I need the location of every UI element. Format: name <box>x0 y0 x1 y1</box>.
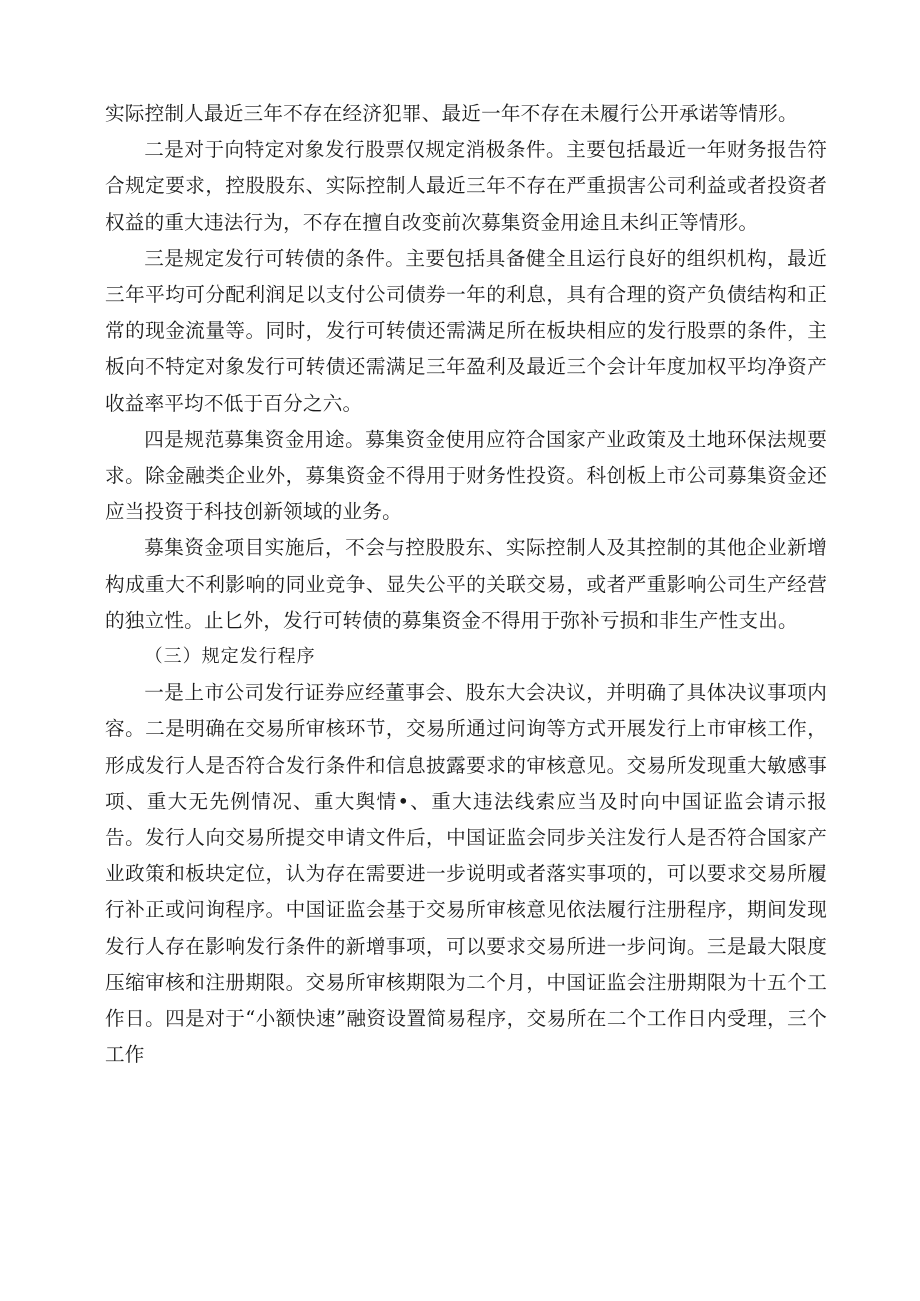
paragraph-continuation: 实际控制人最近三年不存在经济犯罪、最近一年不存在未履行公开承诺等情形。 <box>105 102 798 125</box>
paragraph-private-placement: 二是对于向特定对象发行股票仅规定消极条件。主要包括最近一年财务报告符合规定要求，控股股东、实际控制人最近三年不存在严重损害公司利益或者投资者权益的重大违法行为，不存在擅自改变前次募集资金用途且未纠正等情形。 <box>105 138 827 234</box>
section-heading-issuance-procedure: （三）规定发行程序 <box>144 646 316 668</box>
document-body <box>105 96 827 1073</box>
paragraph-fund-projects: 募集资金项目实施后，不会与控股股东、实际控制人及其控制的其他企业新增构成重大不利影响的同业竞争、显失公平的关联交易，或者严重影响公司生产经营的独立性。止匕外，发行可转债的募集资金不得用于弥补亏损和非生产性支出。 <box>105 536 827 632</box>
paragraph-fund-usage: 四是规范募集资金用途。募集资金使用应符合国家产业政策及土地环保法规要求。除金融类企业外，募集资金不得用于财务性投资。科创板上市公司募集资金还应当投资于科技创新领域的业务。 <box>105 427 827 524</box>
paragraph-issuance-procedure: 一是上市公司发行证券应经董事会、股东大会决议，并明确了具体决议事项内容。二是明确在交易所审核环节，交易所通过问询等方式开展发行上市审核工作，形成发行人是否符合发行条件和信息披露要求的审核意见。交易所发现重大敏感事项、重大无先例情况、重大舆情•、重大违法线索应当及时向中国证监会请示报告。发行人向交易所提交申请文件后，中国证监会同步关注发行人是否符合国家产业政策和板块定位，认为存在需要进一步说明或者落实事项的，可以要求交易所履行补正或问询程序。中国证监会基于交易所审核意见依法履行注册程序，期间发现发行人存在影响发行条件的新增事项，可以要求交易所进一步问询。三是最大限度压缩审核和注册期限。交易所审核期限为二个月，中国证监会注册期限为十五个工作日。四是对于“小额快速”融资设置简易程序，交易所在二个工作日内受理，三个工作 <box>105 681 827 1067</box>
paragraph-convertible-bonds: 三是规定发行可转债的条件。主要包括具备健全且运行良好的组织机构，最近三年平均可分配利润足以支付公司债券一年的利息，具有合理的资产负债结构和正常的现金流量等。同时，发行可转债还需满足所在板块相应的发行股票的条件，主板向不特定对象发行可转债还需满足三年盈利及最近三个会计年度加权平均净资产收益率平均不低于百分之六。 <box>105 246 827 415</box>
